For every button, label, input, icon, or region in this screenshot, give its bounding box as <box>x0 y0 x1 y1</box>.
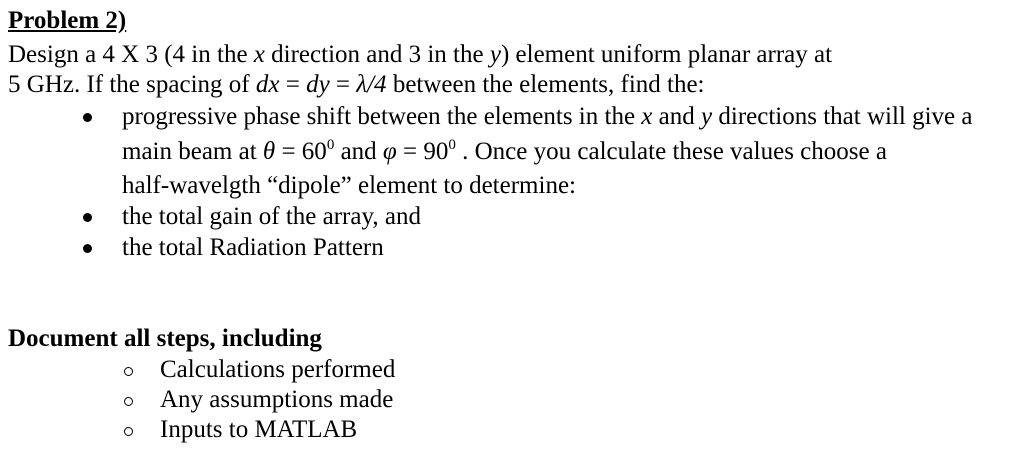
bullet-icon <box>83 244 92 253</box>
circle-bullet-icon <box>124 367 133 376</box>
bullet-icon <box>83 213 92 222</box>
document-heading: Document all steps, including <box>8 325 322 352</box>
intro-line-1: Design a 4 X 3 (4 in the x direction and 3 in the y) element uniform planar array at <box>8 41 833 68</box>
bullet-icon <box>83 113 92 122</box>
problem-title: Problem 2) <box>8 7 127 34</box>
circle-bullet-icon <box>124 427 133 436</box>
circle-bullet-icon <box>124 397 133 406</box>
bullet-item-phase-shift-line-3: half-wavelgth “dipole” element to determine: <box>122 172 576 199</box>
intro-line-2: 5 GHz. If the spacing of dx = dy = λ/4 between the elements, find the: <box>8 71 705 98</box>
bullet-item-phase-shift-line-2: main beam at $\theta = 60^0$ and $\varphi = 90^0$ . Once you calculate these values choose a <box>122 137 887 165</box>
